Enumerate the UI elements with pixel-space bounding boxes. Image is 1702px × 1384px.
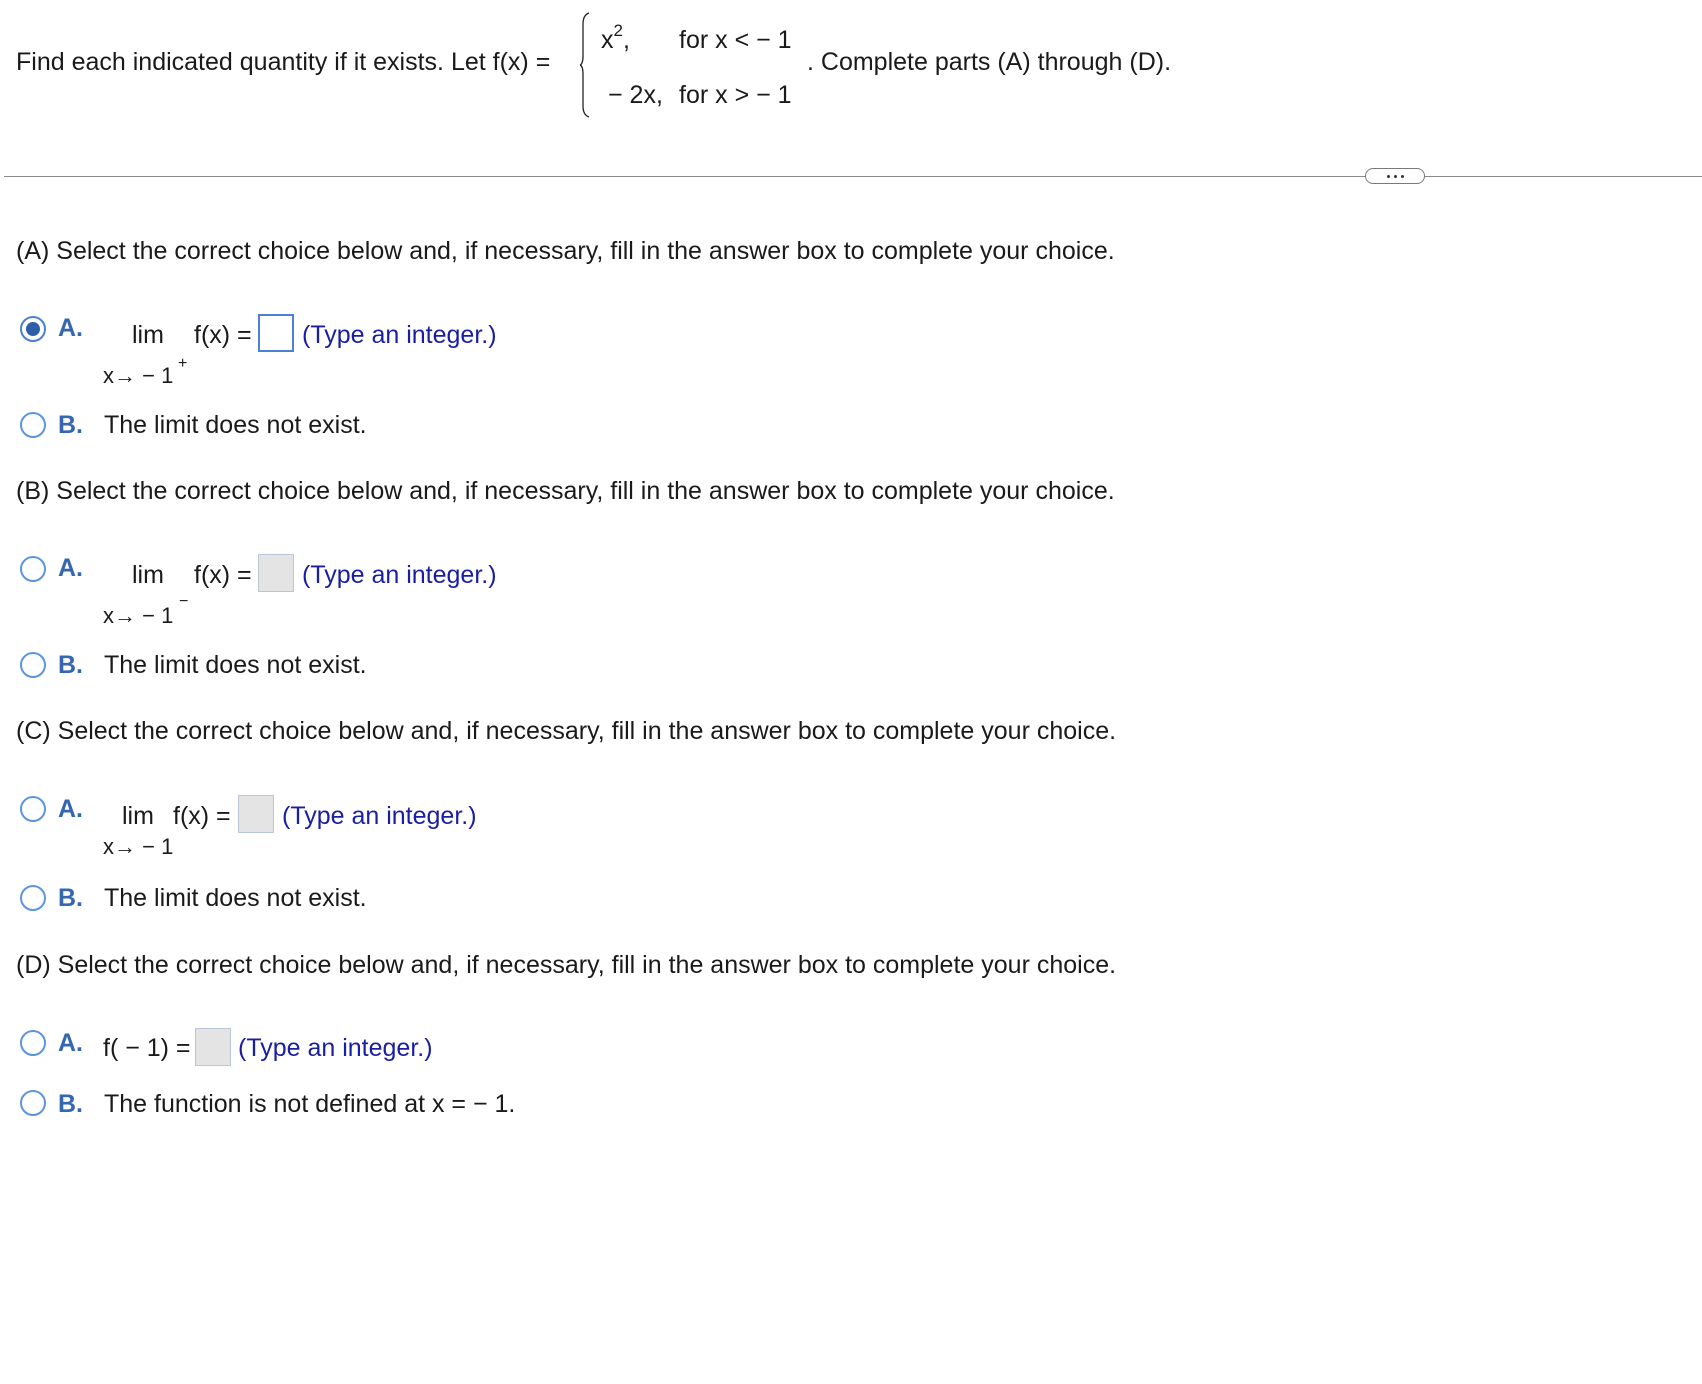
part-d-instruction: (D) Select the correct choice below and, if necessary, fill in the answer box to complete your choice. xyxy=(16,951,1117,979)
part-a-option-b-radio[interactable] xyxy=(20,412,46,438)
piece2-expression: − 2x, xyxy=(608,81,663,109)
part-b-option-b-radio[interactable] xyxy=(20,652,46,678)
part-d-option-a-radio[interactable] xyxy=(20,1030,46,1056)
dot-icon xyxy=(1401,175,1404,178)
problem-intro: Find each indicated quantity if it exists. Let f(x) = xyxy=(16,48,551,76)
part-d-fx: f( − 1) = xyxy=(103,1034,191,1062)
part-b-limit-subscript: x→ − 1 xyxy=(103,603,174,628)
part-a-lim: lim xyxy=(132,321,164,349)
part-a-option-b-letter: B. xyxy=(58,411,83,439)
part-d-option-b-radio[interactable] xyxy=(20,1090,46,1116)
part-c-instruction: (C) Select the correct choice below and, if necessary, fill in the answer box to complete your choice. xyxy=(16,717,1117,745)
part-b-hint: (Type an integer.) xyxy=(302,561,497,589)
piece1-expression: $x^2$, xyxy=(601,21,630,54)
part-a-instruction: (A) Select the correct choice below and, if necessary, fill in the answer box to complete your choice. xyxy=(16,237,1115,265)
part-c-option-b-radio[interactable] xyxy=(20,885,46,911)
part-c-hint: (Type an integer.) xyxy=(282,802,477,830)
part-d-option-a-letter: A. xyxy=(58,1029,83,1057)
part-c-option-a-letter: A. xyxy=(58,795,83,823)
part-c-limit-subscript: x→ − 1 xyxy=(103,834,174,859)
dot-icon xyxy=(1394,175,1397,178)
part-d-option-b-text: The function is not defined at x = − 1. xyxy=(104,1090,516,1118)
part-a-option-b-text: The limit does not exist. xyxy=(104,411,367,439)
part-b-option-a-radio[interactable] xyxy=(20,556,46,582)
part-b-subscript-sign: − xyxy=(179,593,189,610)
part-b-fx: f(x) = xyxy=(194,561,252,589)
part-b-lim: lim xyxy=(132,561,164,589)
part-b-answer-input[interactable] xyxy=(258,554,294,592)
dot-icon xyxy=(1387,175,1390,178)
section-divider xyxy=(4,176,1702,177)
part-a-subscript-sign: + xyxy=(178,355,188,372)
part-a-option-a-radio[interactable] xyxy=(20,316,46,342)
piece2-condition: for x > − 1 xyxy=(679,81,792,109)
part-b-option-b-text: The limit does not exist. xyxy=(104,651,367,679)
part-d-hint: (Type an integer.) xyxy=(238,1034,433,1062)
part-b-option-a-letter: A. xyxy=(58,554,83,582)
part-b-option-b-letter: B. xyxy=(58,651,83,679)
more-options-button[interactable] xyxy=(1365,168,1425,184)
part-a-fx: f(x) = xyxy=(194,321,252,349)
part-a-limit-subscript: x→ − 1 xyxy=(103,363,174,388)
piece1-condition: for x < − 1 xyxy=(679,26,792,54)
part-c-option-b-text: The limit does not exist. xyxy=(104,884,367,912)
part-c-option-b-letter: B. xyxy=(58,884,83,912)
part-c-fx: f(x) = xyxy=(173,802,231,830)
part-c-option-a-radio[interactable] xyxy=(20,796,46,822)
part-d-answer-input[interactable] xyxy=(195,1028,231,1066)
part-b-instruction: (B) Select the correct choice below and, if necessary, fill in the answer box to complete your choice. xyxy=(16,477,1115,505)
part-a-hint: (Type an integer.) xyxy=(302,321,497,349)
part-c-lim: lim xyxy=(122,802,154,830)
piecewise-brace xyxy=(580,12,590,118)
problem-outro: . Complete parts (A) through (D). xyxy=(807,48,1172,76)
part-c-answer-input[interactable] xyxy=(238,795,274,833)
part-a-option-a-letter: A. xyxy=(58,314,83,342)
part-d-option-b-letter: B. xyxy=(58,1090,83,1118)
part-a-answer-input[interactable] xyxy=(258,314,294,352)
